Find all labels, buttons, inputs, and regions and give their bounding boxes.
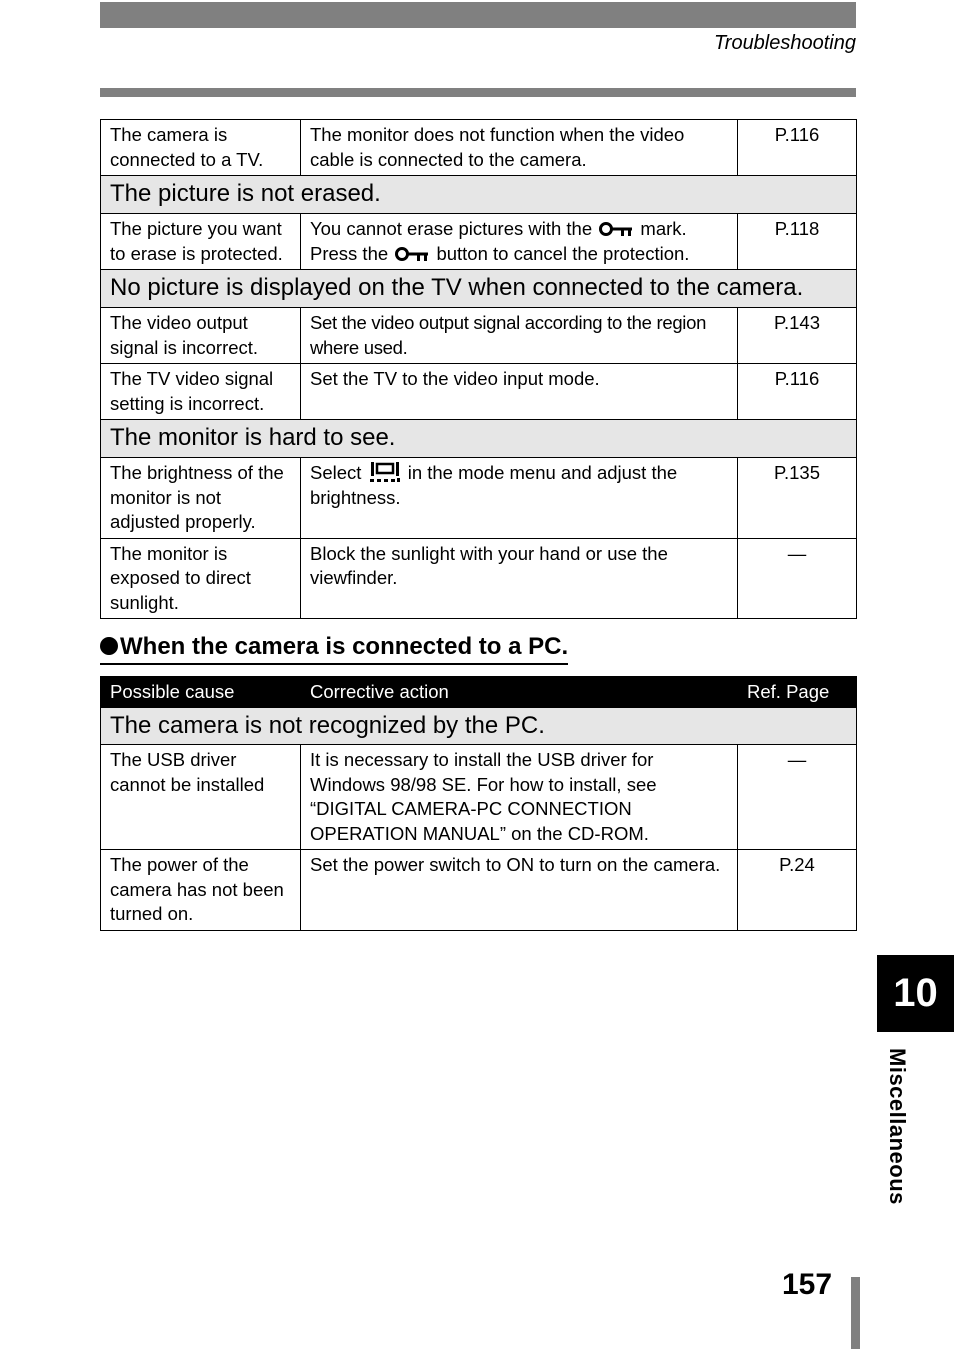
table-row — [101, 458, 857, 539]
ref-page-cell: — — [738, 745, 857, 850]
chapter-label — [880, 1048, 914, 1218]
action-cell: The monitor does not function when the video cable is connected to the camera. — [301, 120, 738, 176]
key-icon — [395, 246, 429, 262]
header-action: Corrective action — [301, 677, 738, 708]
section-row — [101, 708, 857, 745]
action-cell: Set the TV to the video input mode. — [301, 364, 738, 420]
cause-cell: The video output signal is incorrect. — [101, 308, 301, 364]
section-row — [101, 270, 857, 308]
section-heading: The camera is not recognized by the PC. — [101, 708, 857, 745]
table-row — [101, 538, 857, 619]
ref-page-cell: P.24 — [738, 850, 857, 931]
ref-page-cell: — — [738, 538, 857, 619]
ref-page-cell: P.135 — [738, 458, 857, 539]
ref-page-cell: P.143 — [738, 308, 857, 364]
table-row — [101, 364, 857, 420]
troubleshooting-table — [100, 119, 857, 619]
action-text: You cannot erase pictures with the — [310, 218, 593, 239]
ref-page-cell: P.116 — [738, 120, 857, 176]
header-bar — [100, 2, 856, 28]
action-text: in the mode menu and adjust the brightness. — [310, 462, 678, 508]
cause-cell: The brightness of the monitor is not adjusted properly. — [101, 458, 301, 539]
section-heading: The monitor is hard to see. — [101, 420, 857, 458]
action-text: mark. — [640, 218, 687, 239]
pc-heading-text: When the camera is connected to a PC. — [120, 633, 569, 660]
pc-section-heading — [100, 632, 568, 665]
action-text: button to cancel the protection. — [436, 242, 690, 264]
table-row — [101, 214, 857, 270]
cause-cell: The power of the camera has not been turned on. — [101, 850, 301, 931]
key-icon — [599, 221, 633, 237]
section-title: Troubleshooting — [714, 32, 856, 54]
action-text: Press the — [310, 242, 389, 264]
section-row — [101, 176, 857, 214]
page-number-bar — [851, 1277, 860, 1349]
bullet-icon — [100, 637, 118, 655]
cause-cell: The TV video signal setting is incorrect. — [101, 364, 301, 420]
pc-troubleshooting-table — [100, 676, 857, 931]
action-cell: Set the power switch to ON to turn on the camera. — [301, 850, 738, 931]
table-row — [101, 850, 857, 931]
cause-cell: The camera is connected to a TV. — [101, 120, 301, 176]
table-row — [101, 308, 857, 364]
section-heading: The picture is not erased. — [101, 176, 857, 214]
chapter-number-tab: 10 — [877, 955, 954, 1032]
action-cell: Set the video output signal according to the region where used. — [301, 308, 738, 364]
table-row — [101, 745, 857, 850]
action-cell: It is necessary to install the USB driver for Windows 98/98 SE. For how to install, see “DIGITAL CAMERA-PC CONNECTION OPERATION MANUAL” on the CD-ROM. — [301, 745, 738, 850]
header-ref: Ref. Page — [738, 677, 857, 708]
section-heading: No picture is displayed on the TV when connected to the camera. — [101, 270, 857, 308]
table-row — [101, 120, 857, 176]
action-text: Select — [310, 462, 362, 483]
cause-cell: The picture you want to erase is protected. — [101, 214, 301, 270]
section-row — [101, 420, 857, 458]
header-cause: Possible cause — [101, 677, 301, 708]
action-cell — [301, 458, 738, 539]
table-header-row — [101, 677, 857, 708]
header-divider — [100, 88, 856, 97]
cause-cell: The monitor is exposed to direct sunlight. — [101, 538, 301, 619]
ref-page-cell: P.116 — [738, 364, 857, 420]
chapter-label-text: Miscellaneous — [885, 1048, 910, 1205]
ref-page-cell: P.118 — [738, 214, 857, 270]
monitor-brightness-icon — [369, 461, 401, 483]
action-cell — [301, 214, 738, 270]
cause-cell: The USB driver cannot be installed — [101, 745, 301, 850]
action-cell: Block the sunlight with your hand or use the viewfinder. — [301, 538, 738, 619]
page-number: 157 — [782, 1268, 833, 1301]
